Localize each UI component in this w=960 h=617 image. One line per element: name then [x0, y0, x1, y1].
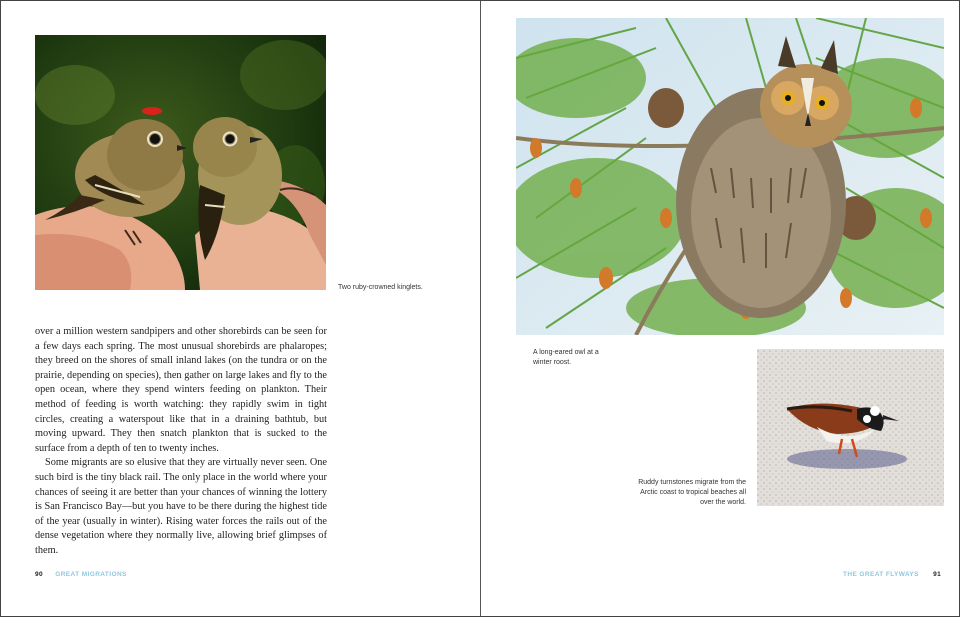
owl-photo	[516, 18, 944, 335]
turnstone-caption: Ruddy turnstones migrate from the Arctic coast to tropical beaches all over the world.	[638, 479, 746, 506]
kinglets-caption: Two ruby-crowned kinglets.	[338, 284, 423, 291]
turnstone-photo	[757, 349, 944, 506]
kinglets-photo	[35, 35, 326, 290]
page-number: 91	[933, 571, 942, 578]
running-head: GREAT MIGRATIONS	[55, 571, 127, 578]
page-number: 90	[35, 571, 44, 578]
body-text	[35, 325, 327, 559]
right-folio	[843, 571, 941, 578]
body-paragraph: over a million western sandpipers and other shorebirds can be seen for a few days each spring. The most unusual shorebirds are phalaropes; they breed on the shores of small inland lakes (on the tundra or on the prairie, depending on species), then gather on large lakes and fly to the open ocean, where they spend winters feeding on plankton. Their method of feeding is worth watching: they rapidly swim in tight circles, creating a waterspout like that in a draining bathtub, but moving upward. They then snatch plankton that is sucked to the surface from a depth of ten to twenty inches.	[35, 326, 327, 454]
turnstone-photo-icon	[757, 349, 944, 506]
left-folio	[35, 571, 127, 578]
running-head: THE GREAT FLYWAYS	[843, 571, 919, 578]
owl-caption: A long-eared owl at a winter roost.	[533, 349, 599, 366]
body-paragraph: Some migrants are so elusive that they are virtually never seen. One such bird is the tiny black rail. The only place in the world where your chances of seeing it are better than your chances of winning the lottery is San Francisco Bay—but you have to be there during the highest tide of the year (usually in winter). Rising water forces the rails out of the dense vegetation where they normally live, allowing brief glimpses of them.	[35, 457, 327, 556]
owl-photo-icon	[516, 18, 944, 335]
kinglets-photo-icon	[35, 35, 326, 290]
gutter-divider	[480, 1, 481, 616]
